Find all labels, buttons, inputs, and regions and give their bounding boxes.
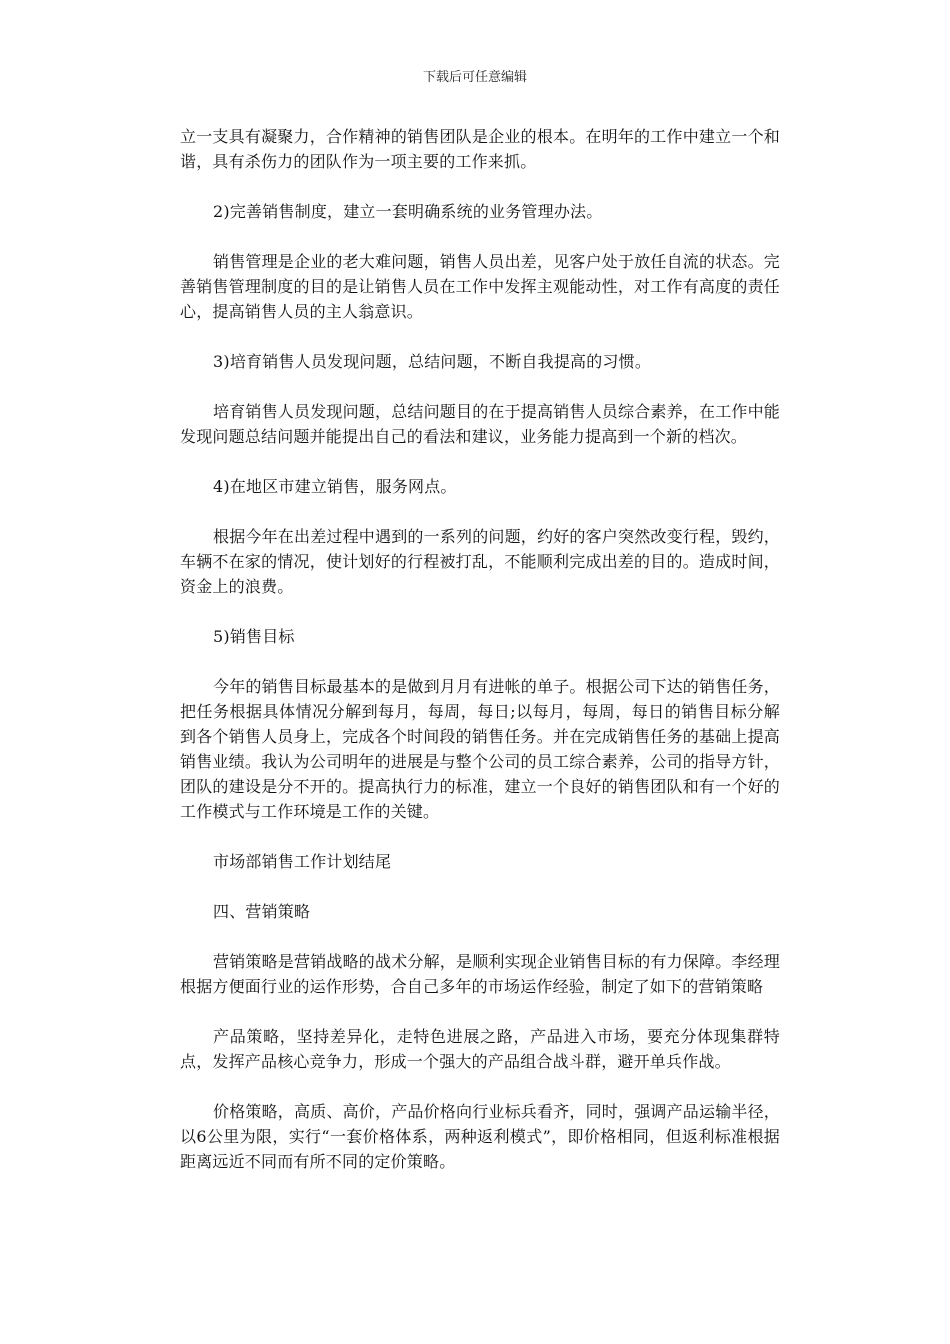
paragraph: 营销策略是营销战略的战术分解，是顺利实现企业销售目标的有力保障。李经理根据方便面行业的运作形势，合自己多年的市场运作经验，制定了如下的营销策略 xyxy=(180,952,781,996)
paragraph: 立一支具有凝聚力，合作精神的销售团队是企业的根本。在明年的工作中建立一个和谐，具有杀伤力的团队作为一项主要的工作来抓。 xyxy=(180,127,780,171)
paragraph: 培育销售人员发现问题，总结问题目的在于提高销售人员综合素养，在工作中能发现问题总结问题并能提出自己的看法和建议，业务能力提高到一个新的档次。 xyxy=(180,402,781,446)
page-header: 下载后可任意编辑 xyxy=(422,70,527,85)
section-heading: 5)销售目标 xyxy=(213,627,295,646)
section-heading: 四、营销策略 xyxy=(213,902,311,921)
document-body xyxy=(180,124,780,1174)
section-heading: 3)培育销售人员发现问题，总结问题，不断自我提高的习惯。 xyxy=(213,352,652,371)
paragraph: 产品策略，坚持差异化，走特色进展之路，产品进入市场，要充分体现集群特点，发挥产品核心竞争力，形成一个强大的产品组合战斗群，避开单兵作战。 xyxy=(180,1027,780,1071)
paragraph: 销售管理是企业的老大难问题，销售人员出差，见客户处于放任自流的状态。完善销售管理制度的目的是让销售人员在工作中发挥主观能动性，对工作有高度的责任心，提高销售人员的主人翁意识。 xyxy=(180,252,781,321)
section-heading: 2)完善销售制度，建立一套明确系统的业务管理办法。 xyxy=(213,202,603,221)
paragraph: 今年的销售目标最基本的是做到月月有进帐的单子。根据公司下达的销售任务，把任务根据具体情况分解到每月，每周，每日;以每月，每周，每日的销售目标分解到各个销售人员身上，完成各个时间段的销售任务。并在完成销售任务的基础上提高销售业绩。我认为公司明年的进展是与整个公司的员工综合素养，公司的指导方针，团队的建设是分不开的。提高执行力的标准，建立一个良好的销售团队和有一个好的工作模式与工作环境是工作的关键。 xyxy=(180,677,781,821)
section-heading: 市场部销售工作计划结尾 xyxy=(213,852,392,871)
section-heading: 4)在地区市建立销售，服务网点。 xyxy=(213,477,457,496)
paragraph: 价格策略，高质、高价，产品价格向行业标兵看齐，同时，强调产品运输半径，以6公里为限，实行“一套价格体系，两种返利模式”，即价格相同，但返利标准根据距离远近不同而有所不同的定价策略。 xyxy=(180,1102,781,1171)
paragraph: 根据今年在出差过程中遇到的一系列的问题，约好的客户突然改变行程，毁约，车辆不在家的情况，使计划好的行程被打乱，不能顺利完成出差的目的。造成时间，资金上的浪费。 xyxy=(180,527,781,596)
